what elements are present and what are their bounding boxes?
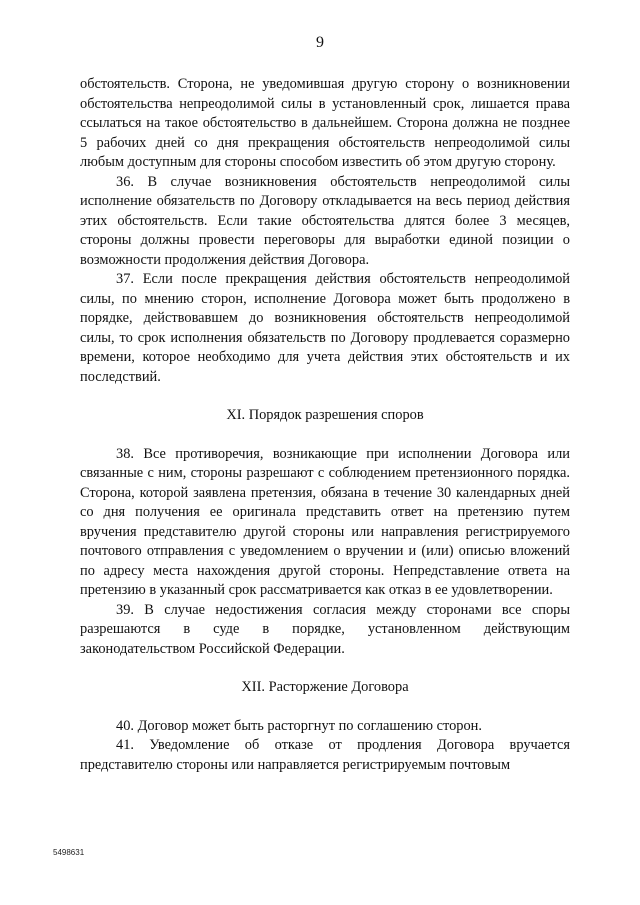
document-body [80,75,570,775]
section-xii-heading: XII. Расторжение Договора [241,679,409,695]
paragraph-40: 40. Договор может быть расторгнут по соглашению сторон. [116,717,482,734]
section-xi-heading: XI. Порядок разрешения споров [226,407,424,423]
paragraph-38: 38. Все противоречия, возникающие при исполнении Договора или связанные с ним, стороны разрешают с соблюдением претензионного порядка. Сторона, которой заявлена претензия, обязана в течение 30 календарных дней со дня получения ее оригинала представить ответ на претензию путем вручения представителю другой стороны или направления регистрируемого почтового отправления с уведомлением о вручении и (или) описью вложений по адресу места нахождения другой стороны. Непредставление ответа на претензию в указанный срок рассматривается как отказ в ее удовлетворении. [80,445,570,598]
paragraph-36: 36. В случае возникновения обстоятельств непреодолимой силы исполнение обязательств по Договору откладывается на весь период действия этих обстоятельств. Если такие обстоятельства длятся более 3 месяцев, стороны должны провести переговоры для выработки единой позиции о возможности продолжения действия Договора. [80,173,570,268]
paragraph-continuation: обстоятельств. Сторона, не уведомившая другую сторону о возникновении обстоятельства непреодолимой силы в установленный срок, лишается права ссылаться на такое обстоятельство в дальнейшем. Сторона должна не позднее 5 рабочих дней со дня прекращения обстоятельств непреодолимой силы любым доступным для стороны способом известить об этом другую сторону. [80,76,570,170]
paragraph-39: 39. В случае недостижения согласия между сторонами все споры разрешаются в суде в порядке, установленном действующим законодательством Российской Федерации. [80,601,570,657]
page-number: 9 [316,34,324,51]
paragraph-41: 41. Уведомление об отказе от продления Договора вручается представителю стороны или направляется регистрируемым почтовым [80,737,570,773]
document-id: 5498631 [53,848,85,857]
paragraph-37: 37. Если после прекращения действия обстоятельств непреодолимой силы, по мнению сторон, исполнение Договора может быть продолжено в порядке, действовавшем до возникновения обстоятельств непреодолимой силы, то срок исполнения обязательств по Договору продлевается соразмерно времени, которое необходимо для учета действия этих обстоятельств и их последствий. [80,271,570,385]
